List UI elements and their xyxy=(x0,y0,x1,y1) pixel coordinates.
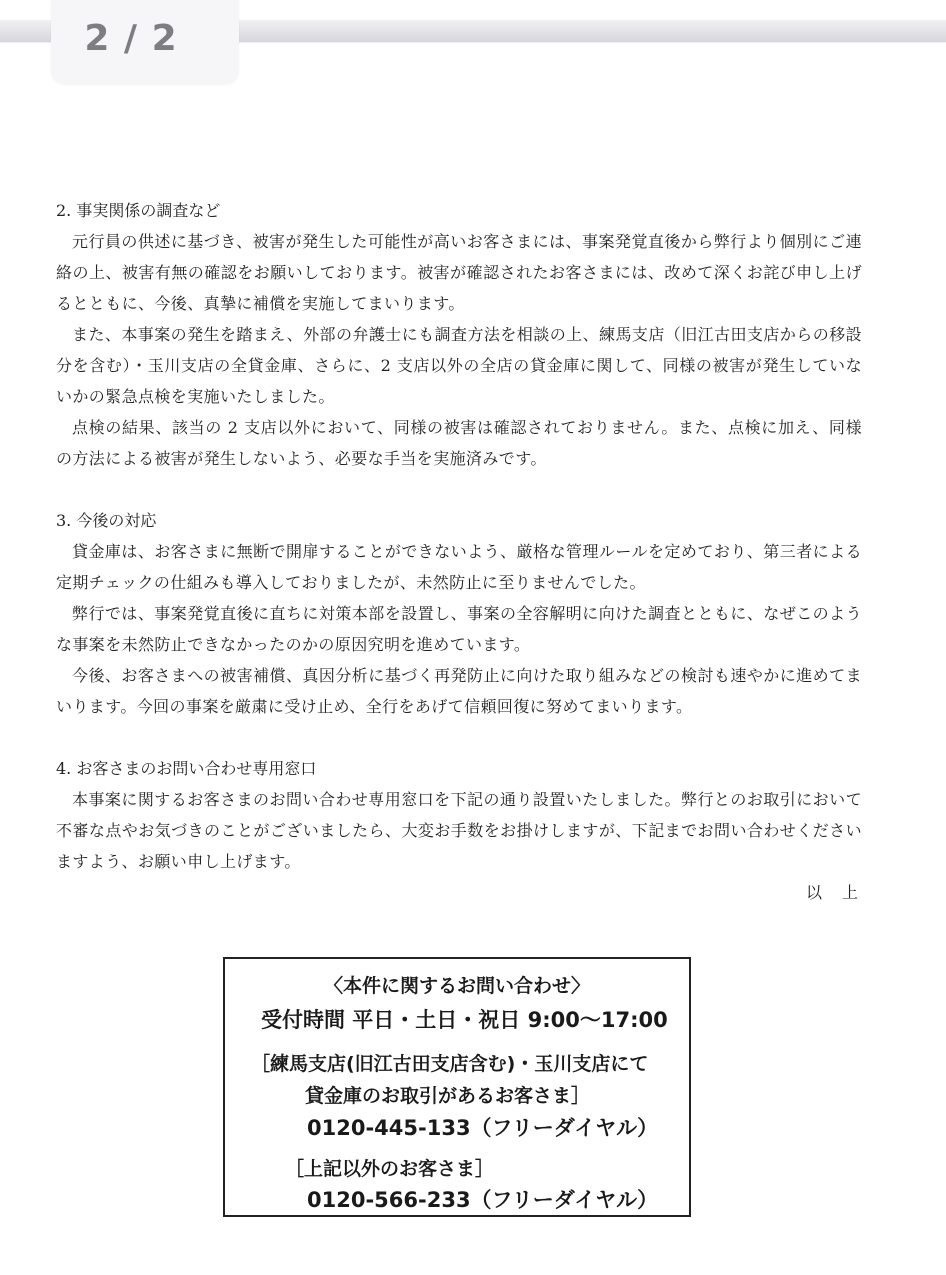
paragraph: 今後、お客さまへの被害補償、真因分析に基づく再発防止に向けた取り組みなどの検討も速やかに進めてまいります。今回の事案を厳粛に受け止め、全行をあげて信頼回復に努めてまいります。 xyxy=(56,666,862,716)
paragraph: 点検の結果、該当の 2 支店以外において、同様の被害は確認されておりません。また、点検に加え、同様の方法による被害が発生しないよう、必要な手当を実施済みです。 xyxy=(56,418,862,468)
page-indicator: 2 / 2 xyxy=(84,18,178,59)
contact-hours: 受付時間 平日・土日・祝日 9:00～17:00 xyxy=(261,1008,668,1032)
contact-group1-label-cont: 貸金庫のお取引があるお客さま］ xyxy=(305,1085,591,1107)
paragraph: 本事案に関するお客さまのお問い合わせ専用窓口を下記の通り設置いたしました。弊行とのお取引において不審な点やお気づきのことがございましたら、大変お手数をお掛けしますが、下記までお問い合わせくださいますよう、お願い申し上げます。 xyxy=(56,790,862,871)
contact-group1-label: ［練馬支店(旧江古田支店含む)・玉川支店にて xyxy=(251,1053,649,1075)
page-indicator-tab xyxy=(51,0,239,84)
closing-mark: 以 上 xyxy=(805,883,860,902)
section-investigation xyxy=(56,195,862,474)
contact-group2-label: ［上記以外のお客さま］ xyxy=(285,1158,495,1180)
contact-info-box xyxy=(223,957,691,1217)
paragraph: 貸金庫は、お客さまに無断で開扉することができないよう、厳格な管理ルールを定めており、第三者による定期チェックの仕組みも導入しておりましたが、未然防止に至りませんでした。 xyxy=(56,542,862,592)
paragraph: 元行員の供述に基づき、被害が発生した可能性が高いお客さまには、事案発覚直後から弊行より個別にご連絡の上、被害有無の確認をお願いしております。被害が確認されたお客さまには、改めて深くお詫び申し上げるとともに、今後、真摯に補償を実施してまいります。 xyxy=(56,232,862,313)
contact-group2-phone[interactable]: 0120-566-233（フリーダイヤル） xyxy=(307,1188,659,1212)
document-body xyxy=(56,195,862,908)
section-inquiry-desk xyxy=(56,753,862,908)
section-heading: 2. 事実関係の調査など xyxy=(56,201,221,220)
section-heading: 3. 今後の対応 xyxy=(56,511,157,530)
contact-group1-phone[interactable]: 0120-445-133（フリーダイヤル） xyxy=(307,1116,659,1140)
paragraph: また、本事案の発生を踏まえ、外部の弁護士にも調査方法を相談の上、練馬支店（旧江古田支店からの移設分を含む）・玉川支店の全貸金庫、さらに、2 支店以外の全店の貸金庫に関して、同様の被害が発生していないかの緊急点検を実施いたしました。 xyxy=(56,325,862,406)
section-future-response xyxy=(56,505,862,722)
contact-title: 〈本件に関するお問い合わせ〉 xyxy=(323,975,590,997)
section-heading: 4. お客さまのお問い合わせ専用窓口 xyxy=(56,759,317,778)
paragraph: 弊行では、事案発覚直後に直ちに対策本部を設置し、事案の全容解明に向けた調査とともに、なぜこのような事案を未然防止できなかったのかの原因究明を進めています。 xyxy=(56,604,862,654)
